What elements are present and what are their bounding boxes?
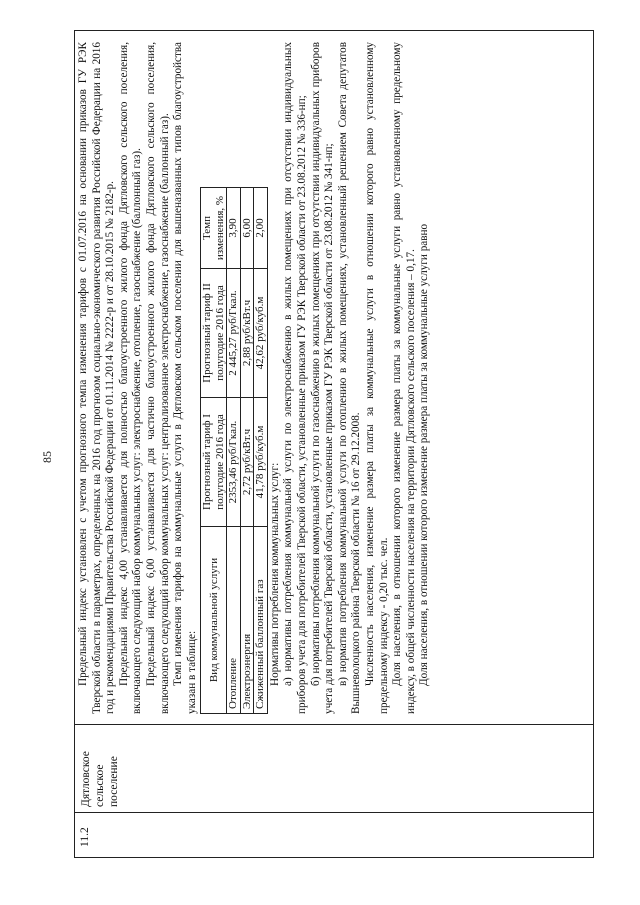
settlement-name: Дятловское сельское поселение: [80, 751, 120, 807]
paragraph: Численность населения, изменение размера платы за коммунальные услуги в отношении которого равно установленному предельному индексу - 0,20 тыс. чел.: [364, 42, 390, 714]
table-cell: Электроэнергия: [240, 527, 254, 714]
rotated-page: [42, 28, 622, 858]
table-cell: 2353,46 руб/Гкал.: [227, 398, 241, 527]
table-cell: 2,88 руб/кВт.ч: [240, 269, 254, 398]
header-cell: Прогнозный тариф II полугодие 2016 года: [201, 269, 227, 398]
header-cell: Темп изменения, %: [201, 188, 227, 269]
paragraph: а) нормативы потребления коммунальной услуги по электроснабжению в жилых помещениях при отсутствии индивидуальных приборов учета для потребителей Тверской области, установленные приказом ГУ РЭК Тверской области от 23.08.2012 № 336-нп;: [282, 42, 309, 714]
table-cell: 2,00: [254, 188, 268, 269]
paragraph: Доля населения, в отношении которого изменение размера платы за коммунальные услуги равно: [418, 223, 431, 686]
table-row: [227, 188, 241, 714]
table-header-row: [201, 188, 227, 714]
paragraph: в) норматив потребления коммунальной услуги по отоплению в жилых помещениях, установленный решением Совета депутатов Вышневолоцкого района Тверской области № 16 от 29.12.2008.: [336, 42, 363, 714]
paragraph: Предельный индекс 4,00 устанавливается для полностью благоустроенного жилого фонда Дятловского сельского поселения, включающего следующий набор коммунальных услуг: электроснабжение, отопление, газоснабжение (баллонный газ).: [117, 42, 144, 714]
table-cell: 3,90: [227, 188, 241, 269]
table-row: [254, 188, 268, 714]
description-cell: [75, 34, 593, 724]
paragraph: б) нормативы потребления коммунальной услуги по газоснабжению в жилых помещениях при отсутствии индивидуальных приборов учета для потребителей Тверской области, установленные приказом ГУ РЭК Тверской области от 23.08.2012 № 341-нп;: [309, 42, 336, 714]
table-cell: 2 445,27 руб/Гкал.: [227, 269, 241, 398]
row-number: 11.2: [79, 827, 91, 847]
header-cell: Прогнозный тариф I полугодие 2016 года: [201, 398, 227, 527]
table-cell: 2,72 руб/кВт.ч: [240, 398, 254, 527]
table-cell: 41,78 руб/куб.м: [254, 398, 268, 527]
table-cell: Сжиженный баллонный газ: [254, 527, 268, 714]
header-cell: Вид коммунальной услуги: [201, 527, 227, 714]
paragraph: Предельный индекс установлен с учетом прогнозного темпа изменения тарифов с 01.07.2016 на основании приказов ГУ РЭК Тверской области в параметрах, определенных на 2016 год прогнозом социально-экономического развития Российской Федерации на 2016 год и рекомендациями Правительства Российской Федерации от 01.11.2014 № 2222-р и от 28.10.2015 № 2182-р.: [77, 42, 117, 714]
paragraph: Нормативы потребления коммунальных услуг:: [268, 462, 281, 686]
paragraph: Доля населения, в отношении которого изменение размера платы за коммунальные услуги равно установленному предельному индексу, в общей численности населения на территории Дятловского сельского поселения – 0,17.: [391, 42, 417, 714]
paragraph: Предельный индекс 6,00 устанавливается для частично благоустроенного жилого фонда Дятловского сельского поселения, включающего следующий набор коммунальных услуг: централизованное электроснабжение, газоснабжение (баллонный газ).: [144, 42, 171, 714]
table-cell: 6,00: [240, 188, 254, 269]
table-cell: 42,62 руб/куб.м: [254, 269, 268, 398]
description-text: [75, 34, 432, 724]
table-cell: Отопление: [227, 527, 241, 714]
paragraph: Темп изменения тарифов на коммунальные услуги в Дятловском сельском поселении для вышеназванных типов благоустройства указан в таблице:: [172, 42, 198, 714]
page-number: 85: [40, 451, 54, 463]
document-table-row: [74, 30, 594, 858]
settlement-cell: [75, 724, 593, 813]
tariff-table: [200, 187, 268, 714]
row-number-cell: [75, 812, 593, 857]
table-row: [240, 188, 254, 714]
